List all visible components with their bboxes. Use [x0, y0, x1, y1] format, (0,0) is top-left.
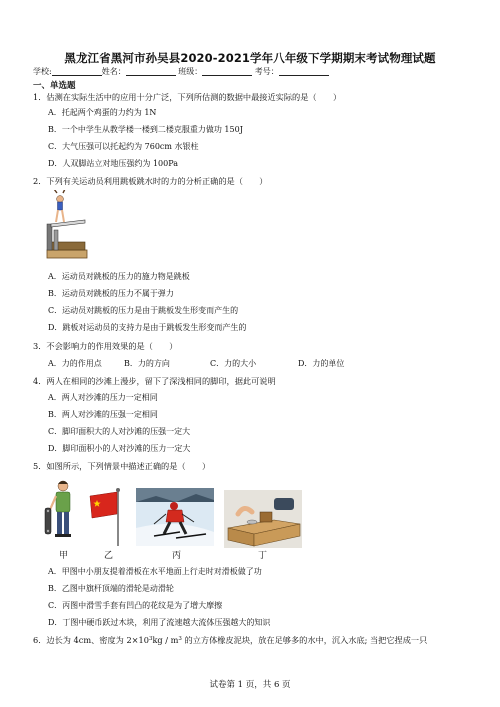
caption-bing: 丙: [172, 551, 182, 561]
q6-superscript-1: 3: [148, 636, 153, 642]
q5-option-b: B．乙图中旗杆顶端的滑轮是动滑轮: [48, 584, 174, 593]
q4-option-d: D．脚印面积小的人对沙滩的压力一定大: [48, 444, 191, 453]
page-title: 黑龙江省黑河市孙吴县2020-2021学年八年级下学期期末考试物理试题: [64, 51, 436, 65]
q3-option-d: D．力的单位: [298, 359, 345, 368]
q6-superscript-2: 3: [178, 636, 182, 642]
question-1-stem: 1．估测在实际生活中的应用十分广泛，下列所估测的数据中最接近实际的是（ ）: [33, 92, 342, 102]
question-3-stem: 3．不会影响力的作用效果的是（ ）: [33, 341, 178, 351]
q1-option-c: C．大气压强可以托起约为 760cm 水银柱: [48, 142, 199, 151]
section-heading: 一、单选题: [33, 81, 76, 91]
school-label: 学校:: [33, 67, 52, 76]
q2-option-d: D．跳板对运动员的支持力是由于跳板发生形变而产生的: [48, 323, 247, 332]
q3-options-row: [48, 358, 344, 369]
number-label: 考号：: [254, 67, 279, 76]
flagpole-figure: [88, 488, 128, 548]
class-blank[interactable]: [202, 67, 252, 76]
q2-option-c: C．运动员对跳板的压力是由于跳板发生形变而产生的: [48, 306, 239, 315]
child-skateboard-figure: [44, 478, 86, 546]
q2-option-b: B．运动员对跳板的压力不属于弹力: [48, 289, 174, 298]
q1-option-a: A．托起两个鸡蛋的力约为 1N: [48, 108, 157, 117]
number-blank[interactable]: [279, 67, 329, 76]
q5-option-d: D．丁图中硬币跃过木块，利用了流速越大流体压强越大的知识: [48, 618, 271, 627]
q5-option-a: A．甲图中小朋友提着滑板在水平地面上行走时对滑板做了功: [48, 567, 262, 576]
q4-option-c: C．脚印面积大的人对沙滩的压强一定大: [48, 427, 191, 436]
q3-option-a: A．力的作用点: [48, 359, 102, 368]
q6-stem-part-2: kg / m: [152, 635, 179, 645]
name-blank[interactable]: [126, 67, 176, 76]
question-5-stem: 5．如图所示，下列情景中描述正确的是（ ）: [33, 461, 211, 471]
question-2-stem: 2．下列有关运动员利用跳板跳水时的力的分析正确的是（ ）: [33, 176, 268, 186]
question-6-stem: [33, 635, 427, 646]
diver-figure: [45, 190, 95, 262]
caption-yi: 乙: [104, 551, 114, 561]
name-label: 姓名：: [101, 67, 126, 76]
q6-stem-part-3: 的立方体橡皮泥块，放在足够多的水中，沉入水底; 当把它捏成一只: [181, 635, 428, 645]
q4-option-b: B．两人对沙滩的压强一定相同: [48, 410, 158, 419]
q1-option-d: D．人双脚站立对地压强约为 100Pa: [48, 159, 179, 168]
question-4-stem: 4．两人在相同的沙滩上漫步，留下了深浅相同的脚印，据此可说明: [33, 376, 276, 386]
coin-jump-figure: [224, 490, 302, 548]
student-info-line: [33, 66, 329, 77]
q3-option-b: B．力的方向: [124, 359, 170, 368]
skier-figure: [136, 488, 214, 546]
q4-option-a: A．两人对沙滩的压力一定相同: [48, 393, 158, 402]
q1-option-b: B．一个中学生从教学楼一楼到二楼克服重力做功 150J: [48, 125, 243, 134]
caption-ding: 丁: [258, 551, 268, 561]
q6-stem-part-1: 6．边长为 4cm、密度为 2×10: [33, 635, 149, 645]
q3-option-c: C．力的大小: [210, 359, 257, 368]
q5-option-c: C．丙图中滑雪手套有凹凸的花纹是为了增大摩擦: [48, 601, 223, 610]
page-footer: 试卷第 1 页，共 6 页: [209, 680, 291, 690]
school-blank[interactable]: [52, 67, 102, 76]
q2-option-a: A．运动员对跳板的压力的施力物是跳板: [48, 272, 190, 281]
caption-jia: 甲: [59, 551, 69, 561]
class-label: 班级：: [178, 67, 203, 76]
